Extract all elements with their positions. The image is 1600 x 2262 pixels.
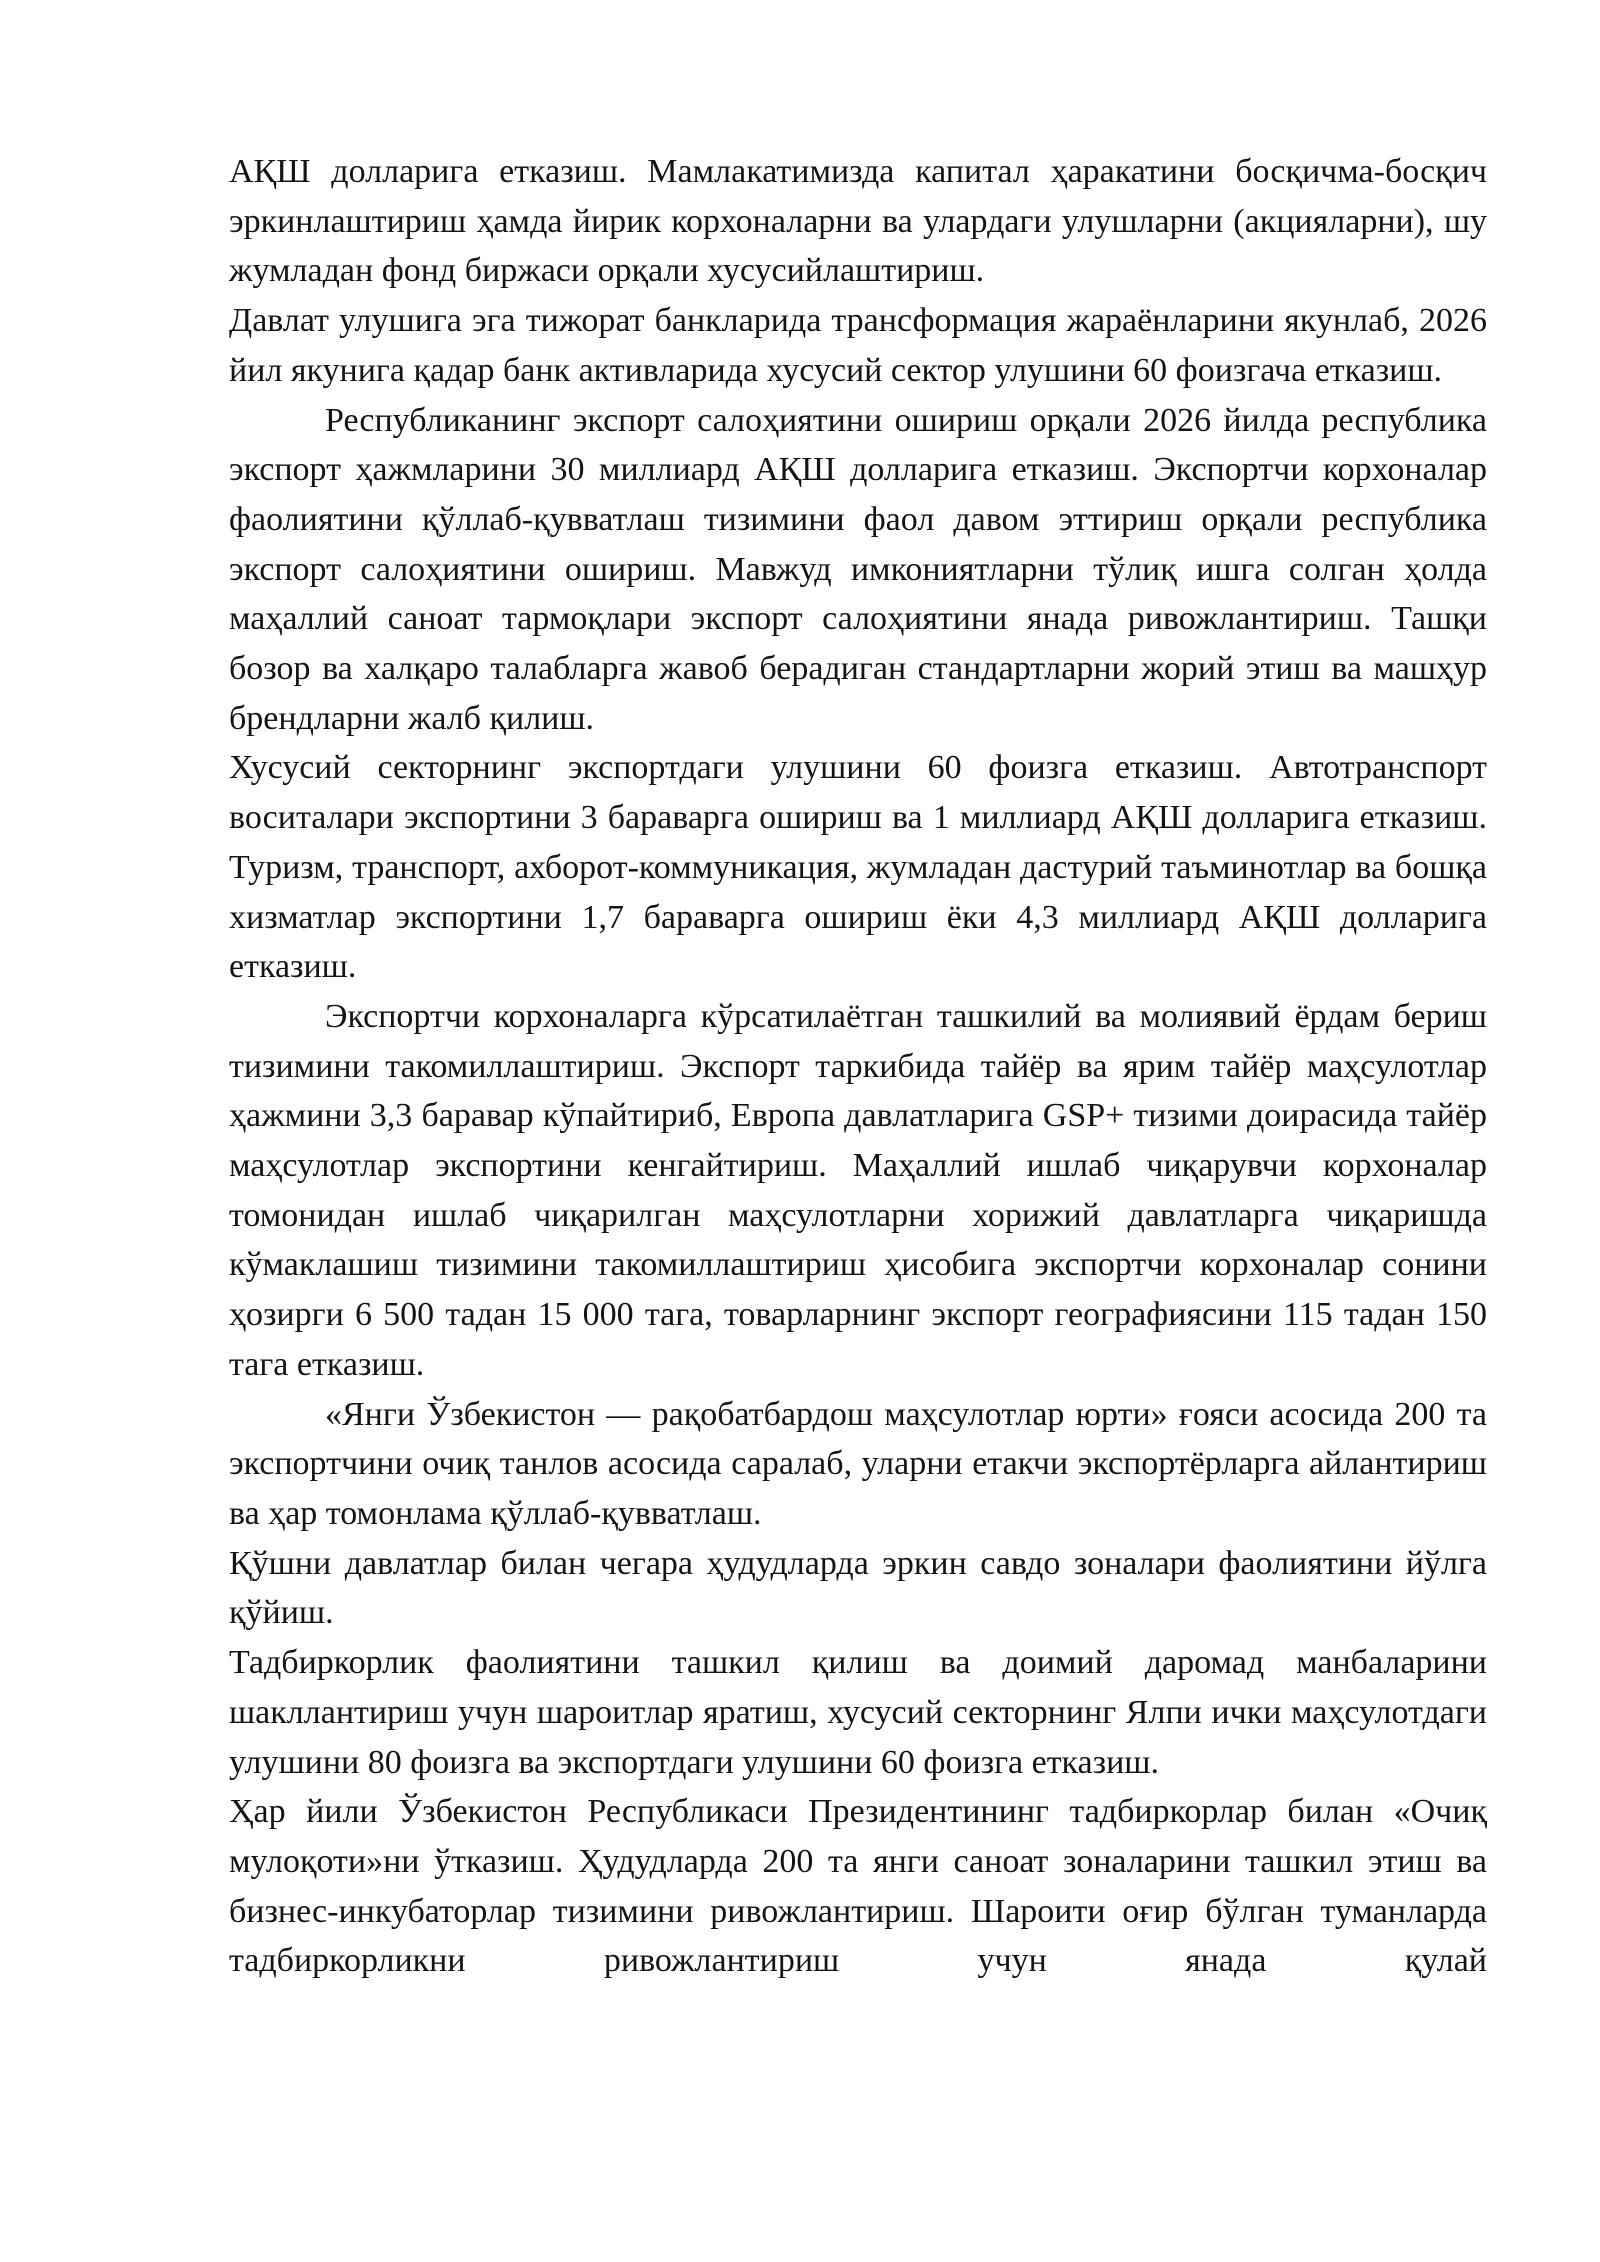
paragraph-exporter-support: Экспортчи корхоналарга кўрсатилаётган ташкилий ва молиявий ёрдам бериш тизимини такомиллаштириш. Экспорт таркибида тайёр ва ярим тайёр маҳсулотлар ҳажмини 3,3 баравар кўпайтириб, Европа давлатларига GSP+ тизими доирасида тайёр маҳсулотлар экспортини кенгайтириш. Маҳаллий ишлаб чиқарувчи корхоналар томонидан ишлаб чиқарилган маҳсулотларни хорижий давлатларга чиқаришда кўмаклашиш тизимини такомиллаштириш ҳисобига экспортчи корхоналар сонини ҳозирги 6 500 тадан 15 000 тага, товарларнинг экспорт географиясини 115 тадан 150 тага етказиш. bbox=[229, 997, 1487, 1383]
paragraph-open-dialogue: Ҳар йили Ўзбекистон Республикаси Президентининг тадбиркорлар билан «Очиқ мулоқоти»ни ўтказиш. Ҳудудларда 200 та янги саноат зоналарини ташкил этиш ва бизнес-инкубаторлар тизимини ривожлантириш. Шароити оғир бўлган туманларда тадбиркорликни ривожлантириш учун янада қулай bbox=[229, 1793, 1487, 1980]
paragraph-new-uzbekistan: «Янги Ўзбекистон — рақобатбардош маҳсулотлар юрти» ғояси асосида 200 та экспортчини очиқ танлов асосида саралаб, уларни етакчи экспортёрларга айлантириш ва ҳар томонлама қўллаб-қувватлаш. bbox=[229, 1395, 1487, 1532]
paragraph-entrepreneurship: Тадбиркорлик фаолиятини ташкил қилиш ва доимий даромад манбаларини шакллантириш учун шароитлар яратиш, хусусий секторнинг Ялпи ички маҳсулотдаги улушини 80 фоизга ва экспортдаги улушини 60 фоизга етказиш. bbox=[229, 1644, 1487, 1781]
document-body bbox=[229, 147, 1487, 1986]
paragraph-private-sector-export: Хусусий секторнинг экспортдаги улушини 60 фоизга етказиш. Автотранспорт воситалари экспортини 3 бараварга ошириш ва 1 миллиард АҚШ долларига етказиш. Туризм, транспорт, ахборот-коммуникация, жумладан дастурий таъминотлар ва бошқа хизматлар экспортини 1,7 бараварга ошириш ёки 4,3 миллиард АҚШ долларига етказиш. bbox=[229, 749, 1487, 986]
paragraph-bank-transformation: Давлат улушига эга тижорат банкларида трансформация жараёнларини якунлаб, 2026 йил якунига қадар банк активларида хусусий сектор улушини 60 фоизгача етказиш. bbox=[229, 302, 1487, 389]
paragraph-capital-liberalization: АҚШ долларига етказиш. Мамлакатимизда капитал ҳаракатини босқичма-босқич эркинлаштириш ҳамда йирик корхоналарни ва улардаги улушларни (акцияларни), шу жумладан фонд биржаси орқали хусусийлаштириш. bbox=[229, 153, 1487, 290]
paragraph-free-trade-zones: Қўшни давлатлар билан чегара ҳудудларда эркин савдо зоналари фаолиятини йўлга қўйиш. bbox=[229, 1544, 1487, 1632]
paragraph-export-potential: Республиканинг экспорт салоҳиятини ошириш орқали 2026 йилда республика экспорт ҳажмларини 30 миллиард АҚШ долларига етказиш. Экспортчи корхоналар фаолиятини қўллаб-қувватлаш тизимини фаол давом эттириш орқали республика экспорт салоҳиятини ошириш. Мавжуд имкониятларни тўлиқ ишга солган ҳолда маҳаллий саноат тармоқлари экспорт салоҳиятини янада ривожлантириш. Ташқи бозор ва халқаро талабларга жавоб берадиган стандартларни жорий этиш ва машҳур брендларни жалб қилиш. bbox=[229, 401, 1487, 737]
